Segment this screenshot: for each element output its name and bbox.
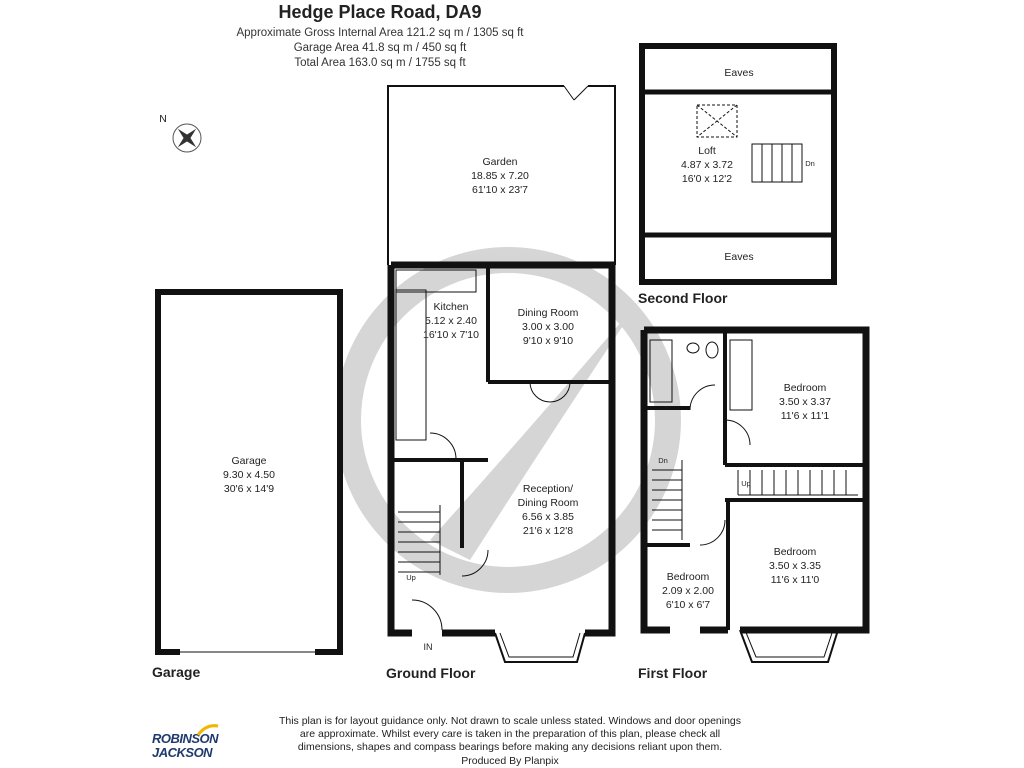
kitchen-name: Kitchen	[433, 301, 469, 313]
garage-room-name: Garage	[231, 455, 267, 467]
reception-name-2: Dining Room	[517, 497, 579, 509]
bedroom3-imperial: 6'10 x 6'7	[665, 599, 711, 611]
bedroom1-name: Bedroom	[783, 382, 827, 394]
gross-area-text: Approximate Gross Internal Area 121.2 sq m / 1305 sq ft	[236, 27, 524, 39]
loft-name: Loft	[698, 145, 716, 157]
stairs-up-label: Up	[406, 573, 416, 582]
produced-by: Produced By Planpix	[461, 755, 559, 767]
compass-rose-icon	[173, 124, 201, 152]
total-area-text: Total Area 163.0 sq m / 1755 sq ft	[294, 57, 466, 69]
first-floor-plan	[644, 330, 866, 662]
reception-name-1: Reception/	[522, 483, 574, 495]
eaves-bottom-name: Eaves	[724, 251, 754, 263]
loft-imperial: 16'0 x 12'2	[681, 173, 733, 185]
bedroom3-metric: 2.09 x 2.00	[662, 585, 714, 597]
robinson-jackson-logo	[152, 732, 232, 760]
dining-imperial: 9'10 x 9'10	[522, 335, 574, 347]
first-stairs-up-label: Up	[741, 479, 751, 488]
bedroom3-name: Bedroom	[666, 571, 710, 583]
garden-name: Garden	[482, 156, 518, 168]
plan-title: Hedge Place Road, DA9	[278, 2, 482, 22]
second-floor-label: Second Floor	[638, 290, 728, 306]
eaves-top-name: Eaves	[724, 67, 754, 79]
disclaimer	[240, 715, 780, 754]
bedroom2-name: Bedroom	[773, 546, 817, 558]
disclaimer-line-3: dimensions, shapes and compass bearings before making any decisions reliant upon them.	[297, 741, 723, 753]
reception-imperial: 21'6 x 12'8	[522, 525, 574, 537]
entrance-in-label: IN	[423, 642, 433, 652]
ground-floor-label: Ground Floor	[386, 665, 476, 681]
garage-room-metric: 9.30 x 4.50	[223, 469, 275, 481]
bedroom2-imperial: 11'6 x 11'0	[770, 574, 820, 586]
bedroom1-imperial: 11'6 x 11'1	[780, 410, 830, 422]
loft-stairs-dn-label: Dn	[805, 159, 815, 168]
garden-imperial: 61'10 x 23'7	[472, 184, 528, 196]
kitchen-metric: 5.12 x 2.40	[425, 315, 477, 327]
bedroom2-metric: 3.50 x 3.35	[769, 560, 821, 572]
reception-metric: 6.56 x 3.85	[522, 511, 574, 523]
garden-metric: 18.85 x 7.20	[471, 170, 529, 182]
garage-room-imperial: 30'6 x 14'9	[223, 483, 275, 495]
first-floor-label: First Floor	[638, 665, 708, 681]
loft-metric: 4.87 x 3.72	[681, 159, 733, 171]
bedroom1-metric: 3.50 x 3.37	[779, 396, 831, 408]
dining-name: Dining Room	[517, 307, 579, 319]
disclaimer-line-2: are approximate. Whilst every care is taken in the preparation of this plan, please check all	[299, 728, 721, 740]
logo-line-1: ROBINSON	[152, 731, 219, 746]
disclaimer-line-1: This plan is for layout guidance only. Not drawn to scale unless stated. Windows and door openings	[278, 715, 742, 727]
garage-area-text: Garage Area 41.8 sq m / 450 sq ft	[293, 42, 467, 54]
dining-metric: 3.00 x 3.00	[522, 321, 574, 333]
garage-floor-label: Garage	[152, 664, 201, 680]
logo-swoosh-icon	[196, 724, 220, 736]
compass-n-label: N	[159, 113, 167, 125]
logo-line-2: JACKSON	[152, 745, 213, 760]
kitchen-imperial: 16'10 x 7'10	[423, 329, 479, 341]
first-stairs-dn-label: Dn	[658, 456, 668, 465]
